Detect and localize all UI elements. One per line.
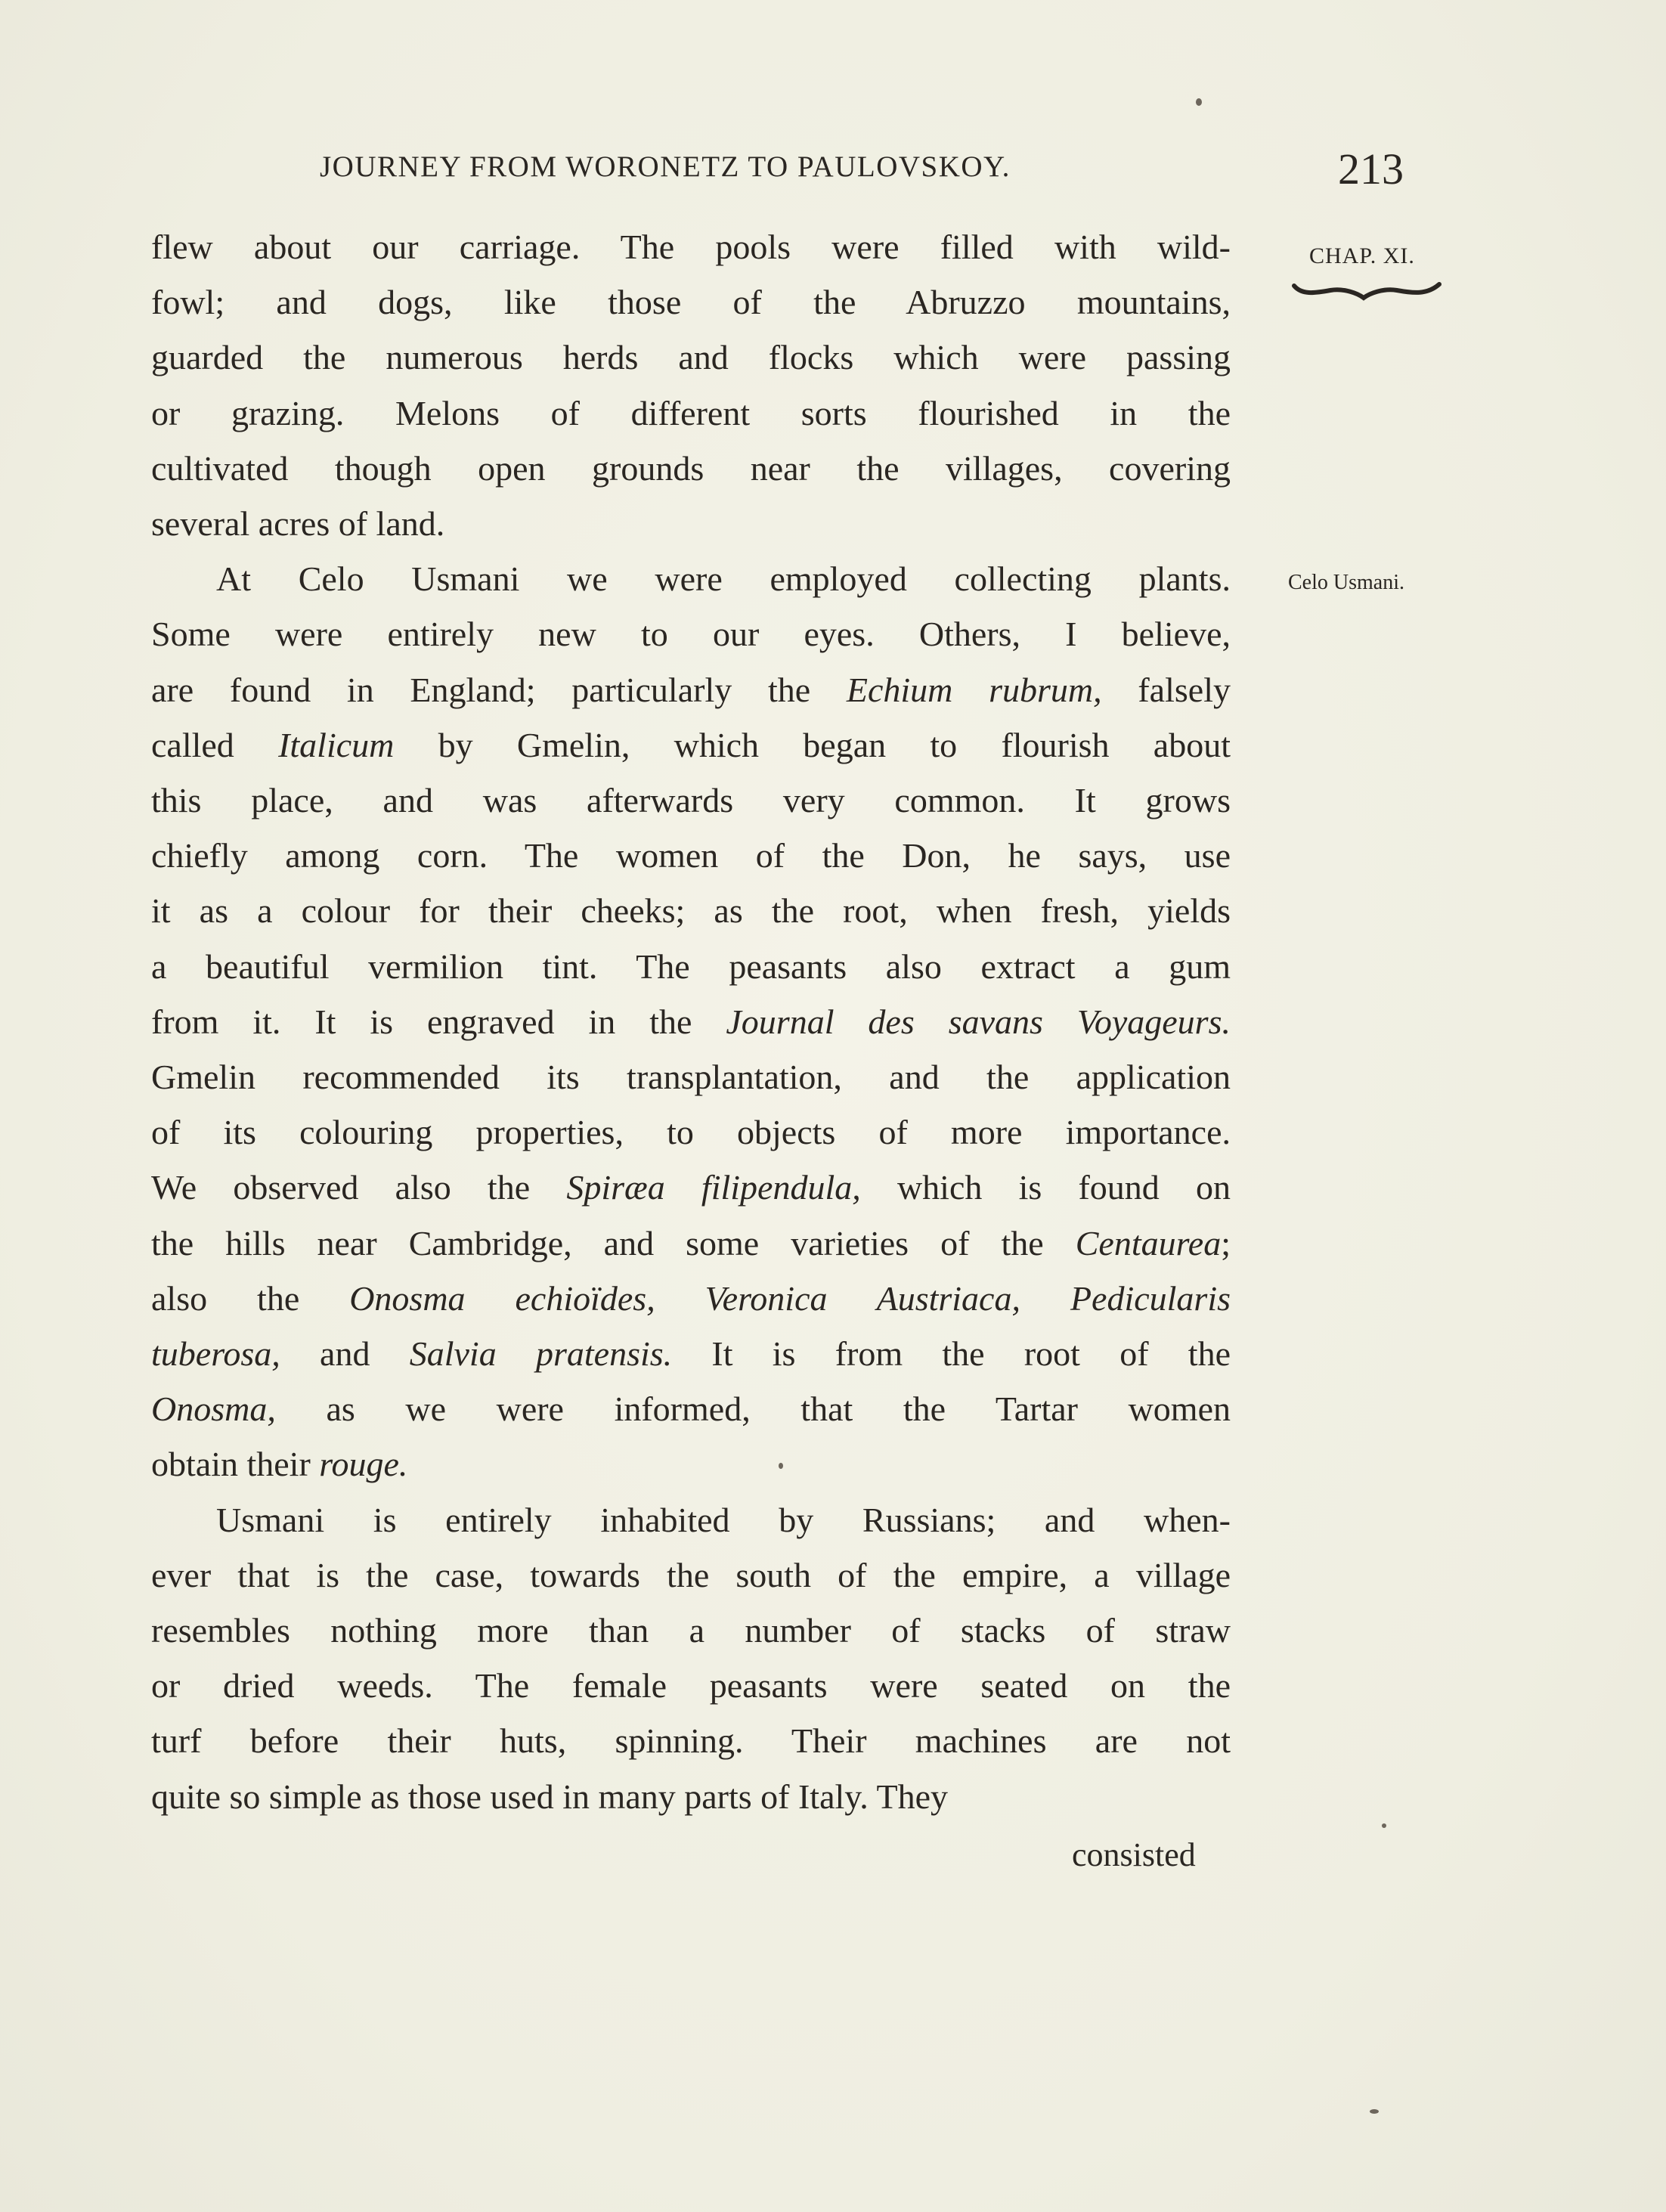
text-line: Some were entirely new to our eyes. Others, I believe, [151, 615, 1231, 654]
italic-term: tuberosa, [151, 1334, 280, 1374]
text-line: Usmani is entirely inhabited by Russians; and when- [216, 1500, 1231, 1539]
text-line: turf before their huts, spinning. Their machines are not [151, 1721, 1231, 1761]
brace-ornament-icon [1291, 280, 1442, 302]
text-line: tuberosa, and Salvia pratensis. It is from the root of the [151, 1334, 1231, 1374]
italic-term: Spiræa filipendula, [566, 1168, 861, 1207]
paper-speck [1370, 2109, 1379, 2114]
text-line: a beautiful vermilion tint. The peasants also extract a gum [151, 946, 1231, 986]
paper-speck [779, 1463, 783, 1469]
text-line: resembles nothing more than a number of stacks of straw [151, 1611, 1231, 1650]
italic-term: Onosma echioïdes, [349, 1278, 655, 1318]
italic-term: Veronica Austriaca, [704, 1278, 1020, 1318]
margin-note-celo-usmani: Celo Usmani. [1288, 571, 1404, 594]
page-number: 213 [1338, 144, 1404, 194]
running-head: JOURNEY FROM WORONETZ TO PAULOVSKOY. [320, 150, 1011, 183]
text-line: or grazing. Melons of different sorts flourished in the [151, 393, 1231, 432]
paper-speck [1196, 98, 1202, 106]
text-line: ever that is the case, towards the south of the empire, a village [151, 1555, 1231, 1594]
text-line: quite so simple as those used in many parts of Italy. They [151, 1777, 948, 1816]
text-line: At Celo Usmani we were employed collecting plants. [216, 559, 1231, 599]
text-line: Onosma, as we were informed, that the Tartar women [151, 1389, 1231, 1429]
italic-term: Echium rubrum, [846, 670, 1102, 709]
text-line: this place, and was afterwards very common. It grows [151, 781, 1231, 820]
text-line: guarded the numerous herds and flocks which were passing [151, 338, 1231, 377]
text-line: cultivated though open grounds near the villages, covering [151, 448, 1231, 488]
paragraph [151, 219, 1231, 551]
paper-speck [1382, 1823, 1386, 1828]
italic-term: Centaurea [1075, 1223, 1222, 1262]
text-line: We observed also the Spiræa filipendula, which is found on [151, 1168, 1231, 1207]
text-line: chiefly among corn. The women of the Don, he says, use [151, 836, 1231, 875]
italic-term: rouge. [319, 1445, 408, 1484]
text-line: called Italicum by Gmelin, which began to flourish about [151, 725, 1231, 764]
body-text [151, 219, 1231, 1824]
catchword: consisted [1072, 1836, 1196, 1873]
text-line: from it. It is engraved in the Journal des savans Voyageurs. [151, 1002, 1231, 1041]
text-line: or dried weeds. The female peasants were seated on the [151, 1666, 1231, 1705]
text-line: of its colouring properties, to objects of more importance. [151, 1113, 1231, 1152]
text-line: obtain their rouge. [151, 1445, 408, 1484]
italic-term: Onosma, [151, 1389, 276, 1429]
text-line: flew about our carriage. The pools were filled with wild- [151, 228, 1231, 266]
text-line: the hills near Cambridge, and some varieties of the Centaurea; [151, 1223, 1231, 1262]
italic-term: Italicum [278, 725, 395, 764]
paragraph [151, 551, 1231, 1492]
text-line: it as a colour for their cheeks; as the root, when fresh, yields [151, 891, 1231, 931]
text-line: also the Onosma echioïdes, Veronica Austriaca, Pedicularis [151, 1278, 1231, 1318]
margin-chapter-label: CHAP. XI. [1309, 243, 1415, 268]
italic-term: Journal des savans Voyageurs. [726, 1002, 1231, 1041]
text-line: several acres of land. [151, 504, 445, 544]
text-line: are found in England; particularly the Echium rubrum, falsely [151, 670, 1231, 709]
italic-term: Salvia pratensis. [409, 1334, 673, 1374]
italic-term: Pedicularis [1070, 1278, 1231, 1318]
text-line: fowl; and dogs, like those of the Abruzzo mountains, [151, 283, 1231, 322]
text-line: Gmelin recommended its transplantation, and the application [151, 1058, 1231, 1097]
paragraph [151, 1492, 1231, 1824]
